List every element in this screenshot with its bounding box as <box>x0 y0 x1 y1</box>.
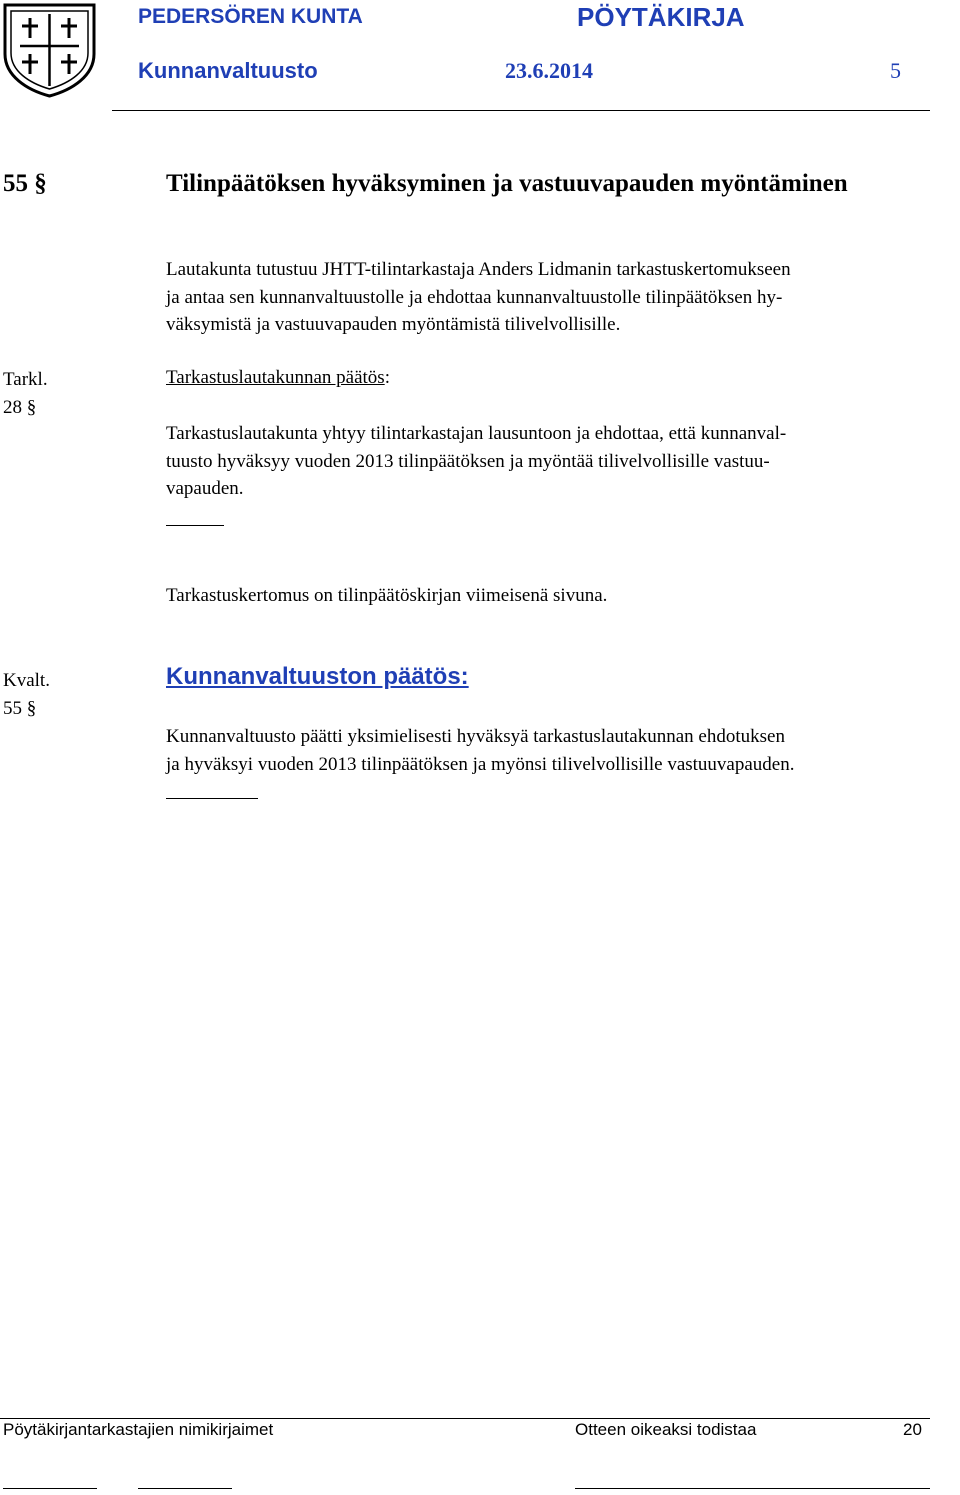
audit-board-side-label: Tarkl. <box>3 369 48 390</box>
municipality-name: PEDERSÖREN KUNTA <box>138 5 363 28</box>
council-decision-line: Kunnanvaltuusto päätti yksimielisesti hyväksyä tarkastuslautakunnan ehdotuksen <box>166 726 785 747</box>
intro-line: väksymistä ja vastuuvapauden myöntämistä tilivelvollisille. <box>166 314 621 335</box>
signature-line <box>138 1488 232 1489</box>
council-margin-ref <box>3 667 50 722</box>
footer-page-number: 20 <box>903 1420 922 1439</box>
audit-decision-line: vapauden. <box>166 478 244 499</box>
intro-paragraph <box>166 256 926 339</box>
audit-report-note: Tarkastuskertomus on tilinpäätöskirjan viimeisenä sivuna. <box>166 585 608 606</box>
council-side-label: Kvalt. <box>3 670 50 691</box>
council-decision-line: ja hyväksyi vuoden 2013 tilinpäätöksen ja myönsi tilivelvollisille vastuuvapauden. <box>166 753 795 775</box>
meeting-date: 23.6.2014 <box>505 58 593 83</box>
section-number: 55 § <box>3 170 47 197</box>
certification-signature-line <box>575 1488 930 1489</box>
audit-decision-line: Tarkastuslautakunta yhtyy tilintarkastajan lausuntoon ja ehdottaa, että kunnanval- <box>166 423 787 444</box>
intro-line: Lautakunta tutustuu JHTT-tilintarkastaja Anders Lidmanin tarkastuskertomukseen <box>166 259 791 280</box>
audit-board-margin-ref <box>3 366 48 421</box>
council-decision-heading: Kunnanvaltuuston päätös: <box>166 663 469 690</box>
council-side-ref: 55 § <box>3 697 37 719</box>
decision-end-rule <box>166 525 224 526</box>
audit-board-side-ref: 28 § <box>3 396 37 418</box>
coat-of-arms-crest-icon <box>2 2 97 98</box>
document-type: PÖYTÄKIRJA <box>577 2 745 32</box>
extract-certification-label: Otteen oikeaksi todistaa <box>575 1420 757 1439</box>
audit-decision-line: tuusto hyväksyy vuoden 2013 tilinpäätöksen ja myöntää tilivelvollisille vastuu- <box>166 450 770 472</box>
signatures-label: Pöytäkirjantarkastajien nimikirjaimet <box>3 1420 274 1439</box>
audit-board-decision <box>166 420 926 503</box>
audit-board-heading-colon: : <box>384 367 390 388</box>
decision-end-rule <box>166 798 258 799</box>
section-title: Tilinpäätöksen hyväksyminen ja vastuuvapauden myöntäminen <box>166 170 848 197</box>
page-number: 5 <box>890 58 901 83</box>
intro-line: ja antaa sen kunnanvaltuustolle ja ehdottaa kunnanvaltuustolle tilinpäätöksen hy- <box>166 286 783 308</box>
signature-line <box>3 1488 97 1489</box>
footer-divider <box>0 1418 930 1419</box>
header-divider <box>112 110 930 111</box>
audit-board-heading-text: Tarkastuslautakunnan päätös <box>166 367 385 388</box>
council-decision <box>166 723 926 778</box>
governing-body-name: Kunnanvaltuusto <box>138 58 318 83</box>
audit-board-heading <box>166 367 390 389</box>
